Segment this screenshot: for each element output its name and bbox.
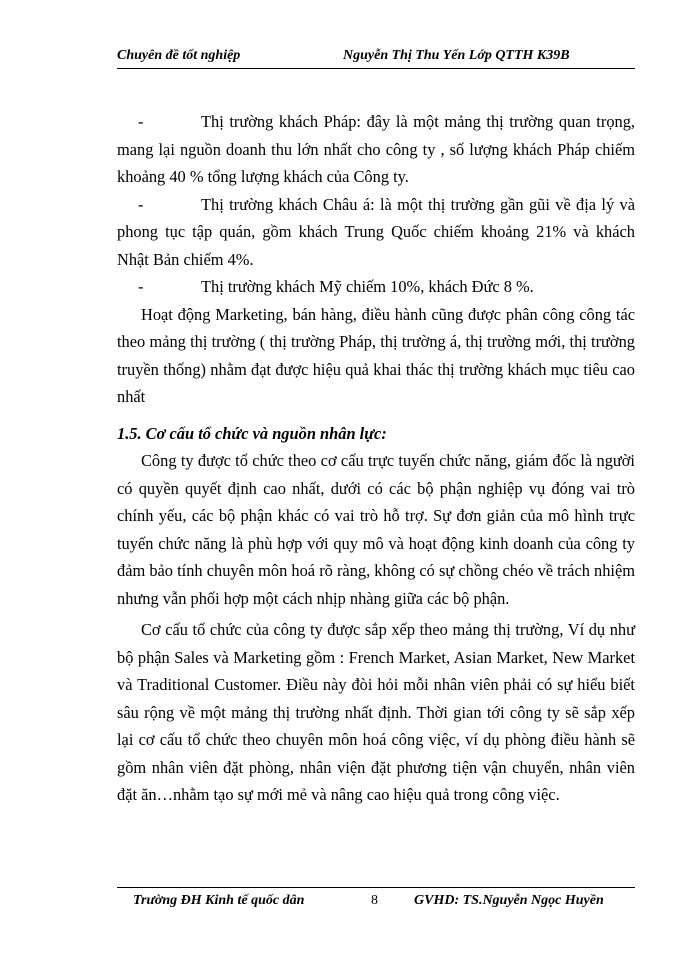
bullet-text: Thị trường khách Pháp: đây là một mảng thị trường quan trọng, mang lại nguồn doanh thu lớn nhất cho công ty , số lượng khách Pháp chiếm khoảng 40 % tổng lượng khách của Công ty.: [117, 112, 635, 186]
bullet-item-usa: [117, 273, 635, 301]
bullet-text: Thị trường khách Châu á: là một thị trường gần gũi về địa lý và phong tục tập quán, gồm khách Trung Quốc chiếm khoảng 21% và khách Nhật Bản chiếm 4%.: [117, 194, 635, 269]
paragraph-marketing: Hoạt động Marketing, bán hàng, điều hành cũng được phân công công tác theo mảng thị trường ( thị trường Pháp, thị trường á, thị trường mới, thị trường truyền thống) nhằm đạt được hiệu quả khai thác thị trường khách mục tiêu cao nhất: [117, 304, 635, 406]
bullet-item-asia: [117, 191, 635, 274]
bullet-text: Thị trường khách Mỹ chiếm 10%, khách Đức 8 %.: [201, 277, 534, 296]
bullet-dash: -: [138, 277, 144, 296]
bullet-dash: -: [138, 112, 144, 131]
document-body: [117, 108, 635, 809]
page-number: 8: [371, 893, 378, 908]
footer-advisor: GVHD: TS.Nguyễn Ngọc Huyền: [414, 893, 604, 908]
paragraph-organization: Cơ cấu tổ chức của công ty được sắp xếp theo mảng thị trường, Ví dụ như bộ phận Sales và Marketing gồm : French Market, Asian Market, New Market và Traditional Customer. Điều này đòi hỏi mỗi nhân viên phải có sự hiểu biết sâu rộng về một mảng thị trường nhất định. Thời gian tới công ty sẽ sắp xếp lại cơ cấu tổ chức theo chuyên môn hoá công việc, ví dụ phòng điều hành sẽ gồm nhân viên đặt phòng, nhân viện đặt phương tiện vận chuyển, nhân viên đặt ăn…nhằm tạo sự mới mẻ và nâng cao hiệu quả trong công việc.: [117, 620, 635, 804]
header-title: Chuyên đề tốt nghiệp: [117, 48, 241, 63]
footer-school: Trường ĐH Kinh tế quốc dân: [133, 893, 305, 908]
bullet-item-france: [117, 108, 635, 191]
page-header: [117, 46, 635, 69]
section-heading: 1.5. Cơ cấu tổ chức và nguồn nhân lực:: [117, 423, 387, 443]
page-footer: [117, 893, 635, 915]
paragraph-structure: Công ty được tổ chức theo cơ cấu trực tuyến chức năng, giám đốc là người có quyền quyết định cao nhất, dưới có các bộ phận nghiệp vụ đóng vai trò chính yếu, các bộ phận khác có vai trò hỗ trợ. Sự đơn giản của mô hình trực tuyến chức năng là phù hợp với quy mô và hoạt động kinh doanh của công ty đảm bảo tính chuyên môn hoá rõ ràng, không có sự chồng chéo về trách nhiệm nhưng vẫn phối hợp một cách nhịp nhàng giữa các bộ phận.: [117, 451, 635, 608]
header-author: Nguyễn Thị Thu Yến Lớp QTTH K39B: [343, 48, 570, 63]
bullet-dash: -: [138, 194, 144, 214]
footer-divider: [117, 887, 635, 888]
